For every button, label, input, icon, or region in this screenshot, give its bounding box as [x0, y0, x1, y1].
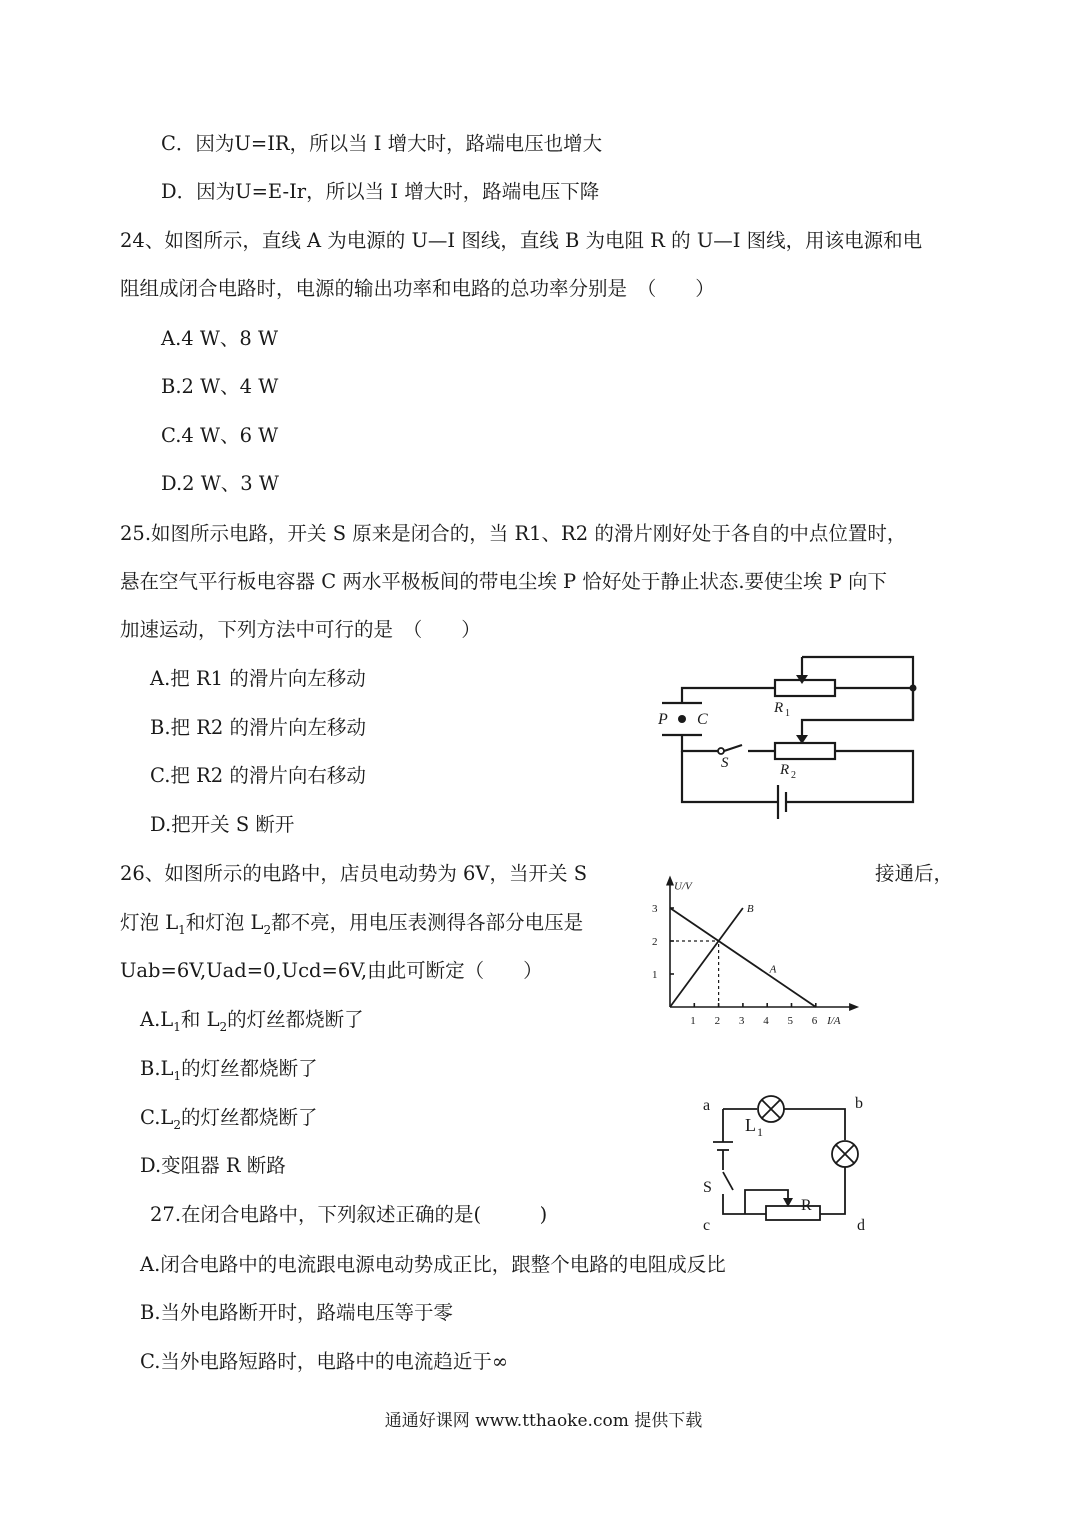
q26-l2-sub1: 1 — [178, 922, 186, 937]
junction-dot — [910, 685, 917, 692]
q25-option-d: D.把开关 S 断开 — [150, 813, 295, 836]
label-c: C — [697, 711, 708, 728]
q26-a-pre: A.L — [140, 1008, 174, 1031]
y-axis-label: U/V — [674, 880, 692, 893]
x-tick-label: 1 — [690, 1015, 696, 1027]
rheostat-r — [766, 1206, 820, 1220]
q26-option-c — [140, 1104, 318, 1139]
q26-b-pre: B.L — [140, 1057, 174, 1080]
label-r1-sub: 1 — [785, 708, 790, 719]
q26-c-sub: 2 — [173, 1117, 182, 1132]
q26-l2-post: 都不亮，用电压表测得各部分电压是 — [271, 911, 584, 934]
q26-l2-mid: 和灯泡 L — [185, 911, 264, 934]
q26-a-post: 的灯丝都烧断了 — [227, 1008, 364, 1031]
q26-stem-line2 — [120, 909, 583, 944]
series-line-b — [670, 908, 743, 1007]
label-b: b — [855, 1095, 863, 1112]
label-r: R — [801, 1197, 812, 1214]
label-l1-sub: 1 — [757, 1125, 763, 1139]
q26-stem-line1a: 26、如图所示的电路中，店员电动势为 6V，当开关 S — [120, 862, 588, 885]
y-tick-label: 1 — [652, 969, 658, 981]
dust-particle-p — [678, 715, 686, 723]
q23-option-d: D．因为U=E-Ir，所以当 I 增大时，路端电压下降 — [161, 180, 600, 203]
series-label-a: A — [769, 963, 777, 976]
label-r2-sub: 2 — [791, 770, 796, 781]
q26-b-sub: 1 — [173, 1068, 182, 1083]
label-a: a — [703, 1097, 711, 1114]
q24-stem-line2: 阻组成闭合电路时，电源的输出功率和电路的总功率分别是 （ ） — [120, 277, 715, 300]
x-tick-label: 4 — [763, 1015, 769, 1027]
q27-stem: 27.在闭合电路中，下列叙述正确的是( ) — [150, 1203, 548, 1226]
q24-option-b: B.2 W、4 W — [161, 375, 279, 398]
q25-circuit-diagram — [650, 650, 925, 820]
y-tick-label: 2 — [652, 936, 658, 948]
q26-c-pre: C.L — [140, 1106, 174, 1129]
q26-stem-line1b: 接通后， — [875, 862, 954, 885]
label-s: S — [703, 1179, 712, 1196]
q27-option-c: C.当外电路短路时，电路中的电流趋近于∞ — [140, 1350, 509, 1373]
x-tick-label: 2 — [714, 1015, 721, 1027]
q23-option-c: C．因为U=IR，所以当 I 增大时，路端电压也增大 — [161, 132, 603, 155]
q24-option-d: D.2 W、3 W — [161, 472, 279, 495]
label-r2: R — [780, 762, 790, 778]
x-tick-label: 5 — [787, 1015, 793, 1027]
y-tick-label: 3 — [652, 903, 658, 915]
q26-b-post: 的灯丝都烧断了 — [181, 1057, 318, 1080]
q25-option-a: A.把 R1 的滑片向左移动 — [150, 667, 366, 690]
y-axis-arrow — [666, 876, 674, 886]
switch-contact — [718, 748, 724, 754]
q24-stem-line1: 24、如图所示，直线 A 为电源的 U—I 图线，直线 B 为电阻 R 的 U—I 图线，用该电源和电 — [120, 229, 923, 252]
q25-stem-line1: 25.如图所示电路，开关 S 原来是闭合的，当 R1、R2 的滑片刚好处于各自的中点位置时， — [120, 522, 907, 545]
q26-l2-pre: 灯泡 L — [120, 911, 179, 934]
q26-stem-line3: Uab=6V,Uad=0,Ucd=6V,由此可断定（ ） — [120, 959, 543, 982]
q24-option-a: A.4 W、8 W — [161, 327, 279, 350]
q24-option-c: C.4 W、6 W — [161, 424, 279, 447]
q26-option-b — [140, 1055, 318, 1090]
q25-option-c: C.把 R2 的滑片向右移动 — [150, 764, 366, 787]
series-line-a — [670, 908, 816, 1007]
r1-resistor — [775, 680, 835, 696]
x-axis-label: I/A — [827, 1015, 841, 1027]
q26-circuit-diagram — [695, 1090, 875, 1235]
q26-a-sub2: 2 — [219, 1019, 228, 1034]
page-footer: 通通好课网 www.tthaoke.com 提供下载 — [384, 1411, 703, 1431]
label-s: S — [721, 755, 729, 771]
label-p: P — [658, 711, 668, 728]
q27-option-a: A.闭合电路中的电流跟电源电动势成正比，跟整个电路的电阻成反比 — [140, 1253, 726, 1276]
q27-option-b: B.当外电路断开时，路端电压等于零 — [140, 1301, 454, 1324]
q26-a-sub1: 1 — [173, 1019, 181, 1034]
r2-resistor — [775, 743, 835, 759]
q26-c-post: 的灯丝都烧断了 — [181, 1106, 318, 1129]
series-label-b: B — [746, 903, 754, 915]
u-i-graph — [640, 862, 860, 1037]
label-d: d — [857, 1217, 865, 1234]
label-r1: R — [774, 700, 784, 716]
q25-stem-line3: 加速运动，下列方法中可行的是 （ ） — [120, 618, 481, 641]
q26-l2-sub2: 2 — [263, 922, 272, 937]
q25-option-b: B.把 R2 的滑片向左移动 — [150, 716, 367, 739]
label-l1: L — [745, 1115, 756, 1135]
x-tick-label: 3 — [738, 1015, 745, 1027]
q25-stem-line2: 悬在空气平行板电容器 C 两水平极板间的带电尘埃 P 恰好处于静止状态.要使尘埃 P 向下 — [120, 570, 888, 593]
q26-option-d: D.变阻器 R 断路 — [140, 1154, 286, 1177]
q26-option-a — [140, 1006, 364, 1041]
q26-a-mid: 和 L — [180, 1008, 220, 1031]
x-axis-arrow — [849, 1003, 859, 1011]
x-tick-label: 6 — [811, 1015, 818, 1027]
label-c: c — [703, 1217, 711, 1234]
